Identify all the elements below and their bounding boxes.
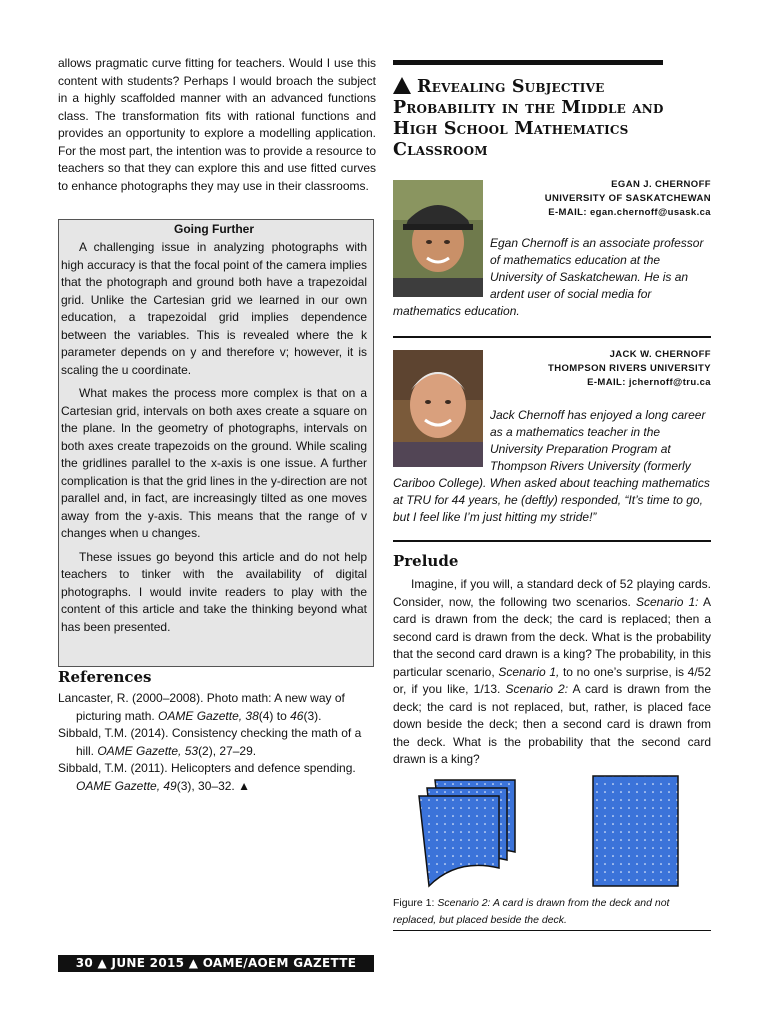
page-footer: 30 ▲ JUNE 2015 ▲ OAME/AOEM GAZETTE <box>58 955 374 972</box>
author-bio-text-jack: Jack Chernoff has enjoyed a long career as a mathematics teacher in the University Preparation Program at Thompson Rivers University (formerly Cariboo College). When asked about teaching mathematics at TRU for 44 years, he (deftly) responded, “It’s time to go, but I feel like I’m just hitting my stride!” <box>393 408 710 524</box>
author-bio-egan <box>393 180 711 325</box>
triangle-icon <box>393 77 411 94</box>
author-info-jack <box>548 348 711 390</box>
figure-card-illustration <box>393 772 711 892</box>
figure-caption: Figure 1: Scenario 2: A card is drawn from the deck and not replaced, but placed beside the deck. <box>393 897 670 926</box>
going-further-p2: What makes the process more complex is that on a Cartesian grid, intervals on both axes create a square on the plane. In the geometry of photographs, intervals on both axes create trapezoids on the ground. While scaling the gridlines parallel to the x-axis is one issue. A further complication is that the grid lines in the y-direction are not parallel and, in fact, are increasingly tilted as one moves away from the y-axis. This means that the range of v changes when u changes. <box>61 386 367 540</box>
author-info-egan <box>545 178 711 220</box>
card-deck-icon <box>419 780 515 886</box>
author-affiliation: THOMPSON RIVERS UNIVERSITY <box>548 363 711 374</box>
author-bio-text-egan: Egan Chernoff is an associate professor of mathematics education at the University of Saskatchewan. He is an ardent user of social media for mathematics education. <box>393 236 704 318</box>
bio-divider <box>393 336 711 338</box>
caption-rule <box>393 930 711 931</box>
going-further-p1: A challenging issue in analyzing photographs with high accuracy is that the focal point of the camera implies that the photograph and ground both have a trapezoidal grid. Unlike the Cartesian grid we learned in our own education, a trapezoidal grid implies dependence between the variables. This is revealed where the k parameter depends on y and therefore v; however, it is scaling the u coordinate. <box>61 240 367 377</box>
bio-divider <box>393 540 711 542</box>
prelude-paragraph: Imagine, if you will, a standard deck of 52 playing cards. Consider, now, the following two scenarios. Scenario 1: A card is drawn from the deck; the card is replaced; then a second card is drawn from the deck. What is the probability that the second card drawn is a king? The probability, in this particular scenario, Scenario 1, to no one’s surprise, is 4/52 or, if you like, 1/13. Scenario 2: A card is drawn from the deck; the card is not replaced, but, rather, is placed face down beside the deck; then a second card is drawn from the deck. What is the probability that the second card drawn is a king? <box>393 577 712 766</box>
reference-item: Lancaster, R. (2000–2008). Photo math: A new way of picturing math. OAME Gazette, 38(4) to 46(3). <box>58 691 345 723</box>
prelude-heading: Prelude <box>393 552 459 570</box>
author-email[interactable]: E-MAIL: egan.chernoff@usask.ca <box>548 207 711 218</box>
author-name: EGAN J. CHERNOFF <box>611 179 711 190</box>
prelude-body <box>393 576 711 769</box>
author-email[interactable]: E-MAIL: jchernoff@tru.ca <box>587 377 711 388</box>
references-list <box>58 690 376 795</box>
going-further-box <box>58 219 374 667</box>
intro-paragraph-block <box>58 55 376 195</box>
intro-paragraph: allows pragmatic curve fitting for teachers. Would I use this content with students? Perhaps I would broach the subject in a highly scaffolded manner with an advanced functions class. The transformation fits with rational functions and provides an opportunity to explore a modelling application. For the most part, the intention was to provide a resource to teachers so that they can explore this and use fitted curves to enhance photographs they may use in their classrooms. <box>58 56 376 193</box>
reference-item: Sibbald, T.M. (2011). Helicopters and defence spending. OAME Gazette, 49(3), 30–32. ▲ <box>58 761 356 793</box>
references-heading: References <box>58 668 152 686</box>
author-name: JACK W. CHERNOFF <box>609 349 711 360</box>
going-further-title: Going Further <box>174 222 254 236</box>
article-title: Revealing Subjective Probability in the Middle and High School Mathematics Classroom <box>393 77 664 160</box>
going-further-p3: These issues go beyond this article and do not help teachers to tinker with the availability of digital photographs. I would invite readers to play with the content of this article and take the thinking beyond what has been presented. <box>61 549 367 634</box>
author-affiliation: UNIVERSITY OF SASKATCHEWAN <box>544 193 711 204</box>
title-top-rule <box>393 60 663 65</box>
face-down-card-icon <box>593 776 678 886</box>
reference-item: Sibbald, T.M. (2014). Consistency checking the math of a hill. OAME Gazette, 53(2), 27–29. <box>58 726 362 758</box>
author-bio-jack <box>393 350 711 530</box>
